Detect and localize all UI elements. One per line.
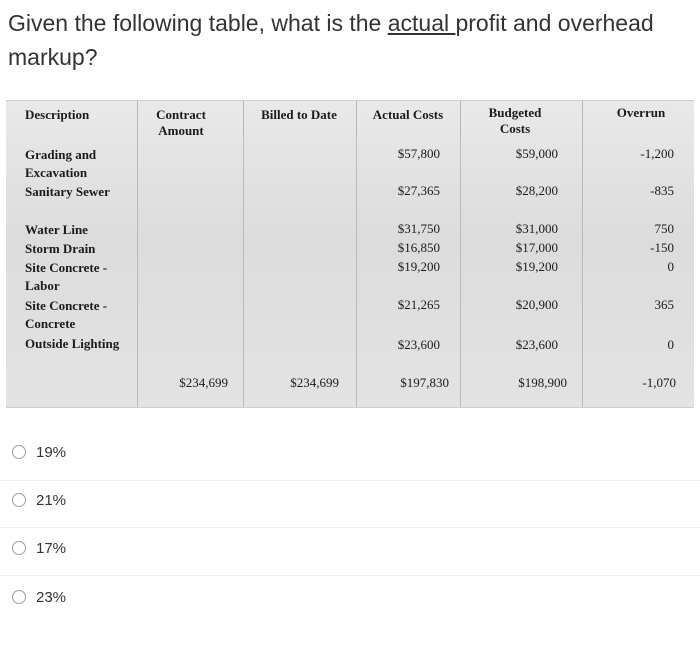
header-overrun: Overrun <box>616 105 666 120</box>
row-description: Water Line <box>25 222 88 237</box>
row-actual-cost: $57,800 <box>397 146 440 161</box>
answer-option-label: 21% <box>36 491 67 509</box>
row-overrun: 750 <box>654 221 674 236</box>
answer-option-23[interactable] <box>12 585 66 609</box>
answer-option-21[interactable] <box>12 488 66 512</box>
radio-button-icon[interactable] <box>12 445 26 459</box>
row-overrun: 0 <box>667 337 674 352</box>
option-divider <box>0 575 700 576</box>
row-description: Storm Drain <box>25 241 96 256</box>
total-billed-to-date: $234,699 <box>290 375 339 390</box>
row-description: Sanitary Sewer <box>25 184 110 199</box>
row-actual-cost: $21,265 <box>397 297 440 312</box>
row-actual-cost: $16,850 <box>397 240 440 255</box>
row-budgeted-cost: $19,200 <box>515 259 558 274</box>
total-actual-costs: $197,830 <box>400 375 449 390</box>
answer-option-label: 17% <box>36 539 67 557</box>
total-contract-amount: $234,699 <box>179 375 228 390</box>
radio-button-icon[interactable] <box>12 493 26 507</box>
cost-table-image <box>6 100 694 408</box>
row-budgeted-cost: $31,000 <box>515 221 558 236</box>
option-divider <box>0 527 700 528</box>
row-actual-cost: $31,750 <box>397 221 440 236</box>
row-description: Site Concrete - Concrete <box>25 298 108 331</box>
header-budgeted-costs: Budgeted Costs <box>488 105 542 136</box>
radio-button-icon[interactable] <box>12 541 26 555</box>
row-overrun: -835 <box>650 183 674 198</box>
row-description: Site Concrete - Labor <box>25 260 108 293</box>
row-budgeted-cost: $17,000 <box>515 240 558 255</box>
answer-option-19[interactable] <box>12 440 66 464</box>
row-actual-cost: $23,600 <box>397 337 440 352</box>
row-budgeted-cost: $59,000 <box>515 146 558 161</box>
row-actual-cost: $27,365 <box>397 183 440 198</box>
header-description: Description <box>25 107 90 122</box>
column-divider <box>243 101 244 407</box>
row-actual-cost: $19,200 <box>397 259 440 274</box>
question-text <box>0 0 700 82</box>
answer-option-label: 19% <box>36 443 67 461</box>
row-overrun: -150 <box>650 240 674 255</box>
header-billed-to-date: Billed to Date <box>261 107 337 122</box>
column-divider <box>582 101 583 407</box>
column-divider <box>356 101 357 407</box>
row-budgeted-cost: $23,600 <box>515 337 558 352</box>
row-budgeted-cost: $20,900 <box>515 297 558 312</box>
question-underlined-word: actual <box>387 10 456 36</box>
answer-option-label: 23% <box>36 588 67 606</box>
row-description: Grading and Excavation <box>25 147 97 180</box>
row-description: Outside Lighting <box>25 336 120 351</box>
row-overrun: 0 <box>667 259 674 274</box>
total-overrun: -1,070 <box>642 375 676 390</box>
option-divider <box>0 480 700 481</box>
question-part-1: Given the following table, what is the <box>8 10 388 36</box>
total-budgeted-costs: $198,900 <box>518 375 567 390</box>
question-part-2: profit and overhead markup? <box>8 10 654 70</box>
header-contract-amount: Contract Amount <box>156 107 206 138</box>
row-overrun: 365 <box>654 297 674 312</box>
header-actual-costs: Actual Costs <box>372 107 444 122</box>
answer-option-17[interactable] <box>12 536 66 560</box>
row-overrun: -1,200 <box>640 146 674 161</box>
column-divider <box>137 101 138 407</box>
row-budgeted-cost: $28,200 <box>515 183 558 198</box>
column-divider <box>460 101 461 407</box>
radio-button-icon[interactable] <box>12 590 26 604</box>
